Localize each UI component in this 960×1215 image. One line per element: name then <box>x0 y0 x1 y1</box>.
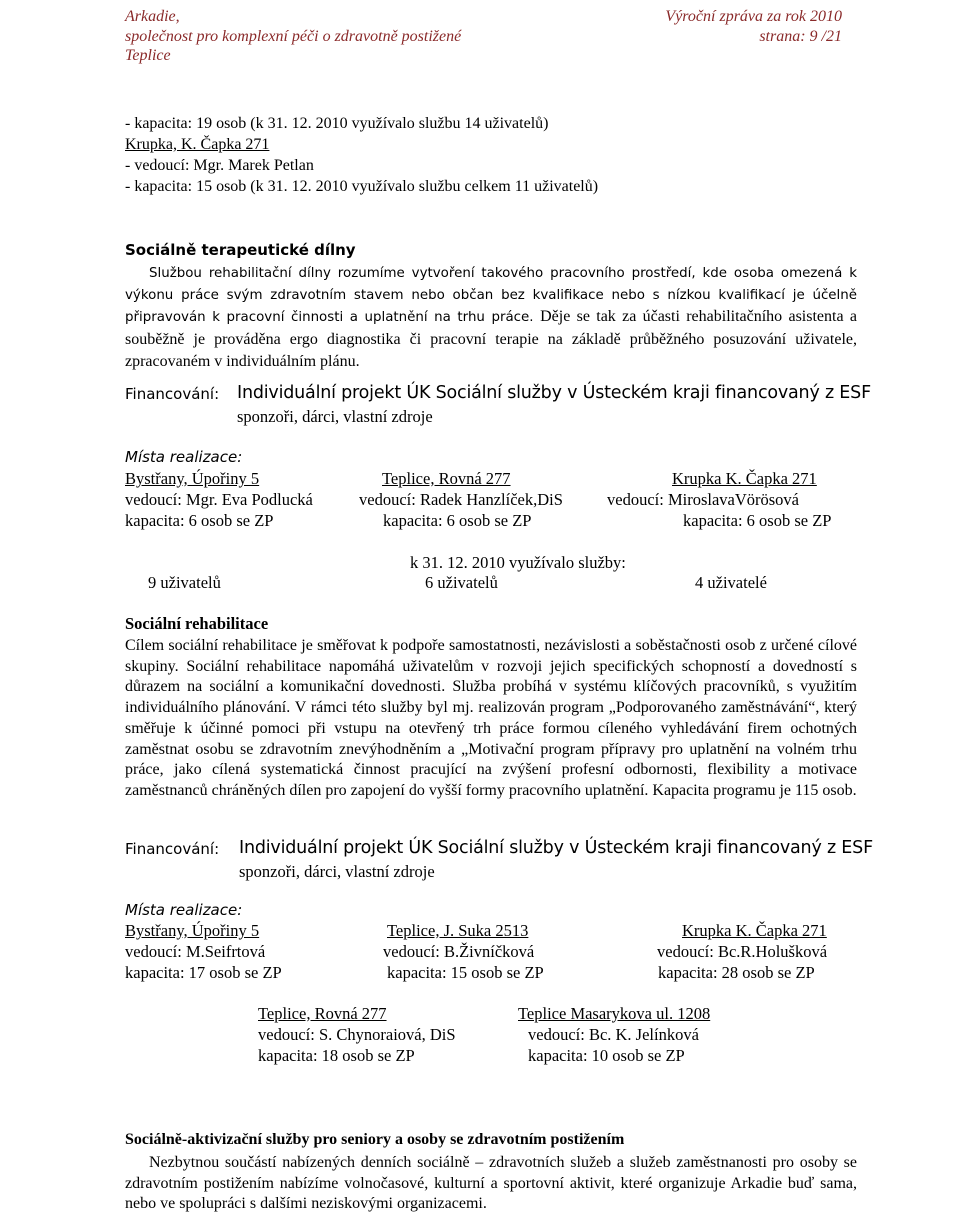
seniors-paragraph <box>125 1153 857 1215</box>
header-report-title: Výroční zpráva za rok 2010 <box>665 8 842 25</box>
dilny-place-2-name: Teplice, Rovná 277 <box>382 469 511 488</box>
dilny-place-3-users: 4 uživatelé <box>695 573 767 592</box>
top-line-leader: - vedoucí: Mgr. Marek Petlan <box>125 157 314 174</box>
dilny-place-1-leader: vedoucí: Mgr. Eva Podlucká <box>125 490 313 509</box>
rehab-place-4-leader: vedoucí: S. Chynoraiová, DiS <box>258 1025 456 1044</box>
section-heading-rehab: Sociální rehabilitace <box>125 614 269 633</box>
dilny-place-1-name: Bystřany, Úpořiny 5 <box>125 469 260 488</box>
rehab-financovani-label: Financování: <box>125 840 220 858</box>
header-org-city: Teplice <box>125 47 171 64</box>
header-org-subtitle: společnost pro komplexní péči o zdravotně postižené <box>125 28 462 45</box>
dilny-place-1-users: 9 uživatelů <box>148 573 221 592</box>
dilny-financovani-text: Individuální projekt ÚK Sociální služby v Ústeckém kraji financovaný z ESF <box>237 383 871 403</box>
top-line-capacity-2: - kapacita: 15 osob (k 31. 12. 2010 využívalo službu celkem 11 uživatelů) <box>125 178 599 195</box>
rehab-place-4-name: Teplice, Rovná 277 <box>258 1004 387 1023</box>
dilny-paragraph-text: Službou rehabilitační dílny rozumíme vytvoření takového pracovního prostředí, kde osoba omezená k výkonu práce svým zdravotním stavem nebo občan bez kvalifikace nebo s nízkou kvalifikací je účelně připravován k pracovní činnosti a uplatnění na trhu práce. <box>125 266 857 325</box>
rehab-place-2-name: Teplice, J. Suka 2513 <box>387 921 529 940</box>
rehab-place-1-capacity: kapacita: 17 osob se ZP <box>125 963 282 982</box>
section-heading-dilny: Sociálně terapeutické dílny <box>125 241 356 259</box>
dilny-financovani-text2: sponzoři, dárci, vlastní zdroje <box>237 407 433 426</box>
dilny-financovani-label: Financování: <box>125 385 220 403</box>
rehab-place-3-leader: vedoucí: Bc.R.Holušková <box>657 942 828 961</box>
dilny-place-3-capacity: kapacita: 6 osob se ZP <box>683 511 832 530</box>
rehab-paragraph: Cílem sociální rehabilitace je směřovat k podpoře samostatnosti, nezávislosti a soběstačnosti osob z určené cílové skupiny. Sociální rehabilitace napomáhá uživatelům v rozvoji jejich specifických schopností a dovedností s důrazem na sociální a komunikační dovednosti. Služba probíhá v systému klíčových pracovníků, s využitím individuálního plánování. V rámci této služby byl mj. realizován program „Podporovaného zaměstnávání“, který směřuje k účinné pomoci při vstupu na otevřený trh práce formou cíleného vyhledávání firem ochotných zaměstnat osobu se zdravotním znevýhodněním a „Motivační program přípravy pro uplatnění na volném trhu práce, jako cílená systematická činnost pracující na zvýšení profesní odbornosti, flexibility a motivace zaměstnanců chráněných dílen pro zapojení do vyšší formy pracovního uplatnění. Kapacita programu je 115 osob. <box>125 637 857 799</box>
section-heading-seniors: Sociálně-aktivizační služby pro seniory a osoby se zdravotním postižením <box>125 1131 625 1148</box>
rehab-place-1-name: Bystřany, Úpořiny 5 <box>125 921 260 940</box>
dilny-usage-note: k 31. 12. 2010 využívalo služby: <box>410 553 626 572</box>
top-line-place: Krupka, K. Čapka 271 <box>125 136 270 153</box>
dilny-paragraph <box>125 263 857 374</box>
dilny-mista-label: Místa realizace: <box>125 448 243 466</box>
rehab-place-1-leader: vedoucí: M.Seifrtová <box>125 942 266 961</box>
rehab-place-5-leader: vedoucí: Bc. K. Jelínková <box>528 1025 699 1044</box>
rehab-place-5-capacity: kapacita: 10 osob se ZP <box>528 1046 685 1065</box>
dilny-place-2-users: 6 uživatelů <box>425 573 498 592</box>
seniors-paragraph-text: Nezbytnou součástí nabízených denních sociálně – zdravotních služeb a služeb zaměstnanosti pro osoby se zdravotním postižením nabízíme volnočasové, kulturní a sportovní aktivit, které organizuje Arkadie buď sama, nebo ve spolupráci s dalšími neziskovými organizacemi. <box>125 1154 857 1213</box>
rehab-place-2-leader: vedoucí: B.Živníčková <box>383 942 535 961</box>
header-org-name: Arkadie, <box>125 8 180 25</box>
header-page-number: strana: 9 /21 <box>759 28 842 45</box>
dilny-paragraph-cont: Děje se tak za účasti rehabilitačního asistenta a souběžně je prováděna ergo diagnostika či pracovní terapie na základě průběžného posuzování uživatele, zpracovaném v individuálním plánu. <box>125 308 857 370</box>
rehab-place-2-capacity: kapacita: 15 osob se ZP <box>387 963 544 982</box>
rehab-financovani-text2: sponzoři, dárci, vlastní zdroje <box>239 862 435 881</box>
rehab-place-5-name: Teplice Masarykova ul. 1208 <box>518 1004 711 1023</box>
rehab-place-4-capacity: kapacita: 18 osob se ZP <box>258 1046 415 1065</box>
dilny-place-2-leader: vedoucí: Radek Hanzlíček,DiS <box>359 490 563 509</box>
dilny-place-3-name: Krupka K. Čapka 271 <box>672 469 817 488</box>
rehab-financovani-text: Individuální projekt ÚK Sociální služby v Ústeckém kraji financovaný z ESF <box>239 838 873 858</box>
rehab-place-3-name: Krupka K. Čapka 271 <box>682 921 827 940</box>
top-line-capacity: - kapacita: 19 osob (k 31. 12. 2010 využívalo službu 14 uživatelů) <box>125 115 549 132</box>
dilny-place-2-capacity: kapacita: 6 osob se ZP <box>383 511 532 530</box>
rehab-place-3-capacity: kapacita: 28 osob se ZP <box>658 963 815 982</box>
dilny-place-3-leader: vedoucí: MiroslavaVörösová <box>607 490 799 509</box>
dilny-place-1-capacity: kapacita: 6 osob se ZP <box>125 511 274 530</box>
rehab-mista-label: Místa realizace: <box>125 901 243 919</box>
